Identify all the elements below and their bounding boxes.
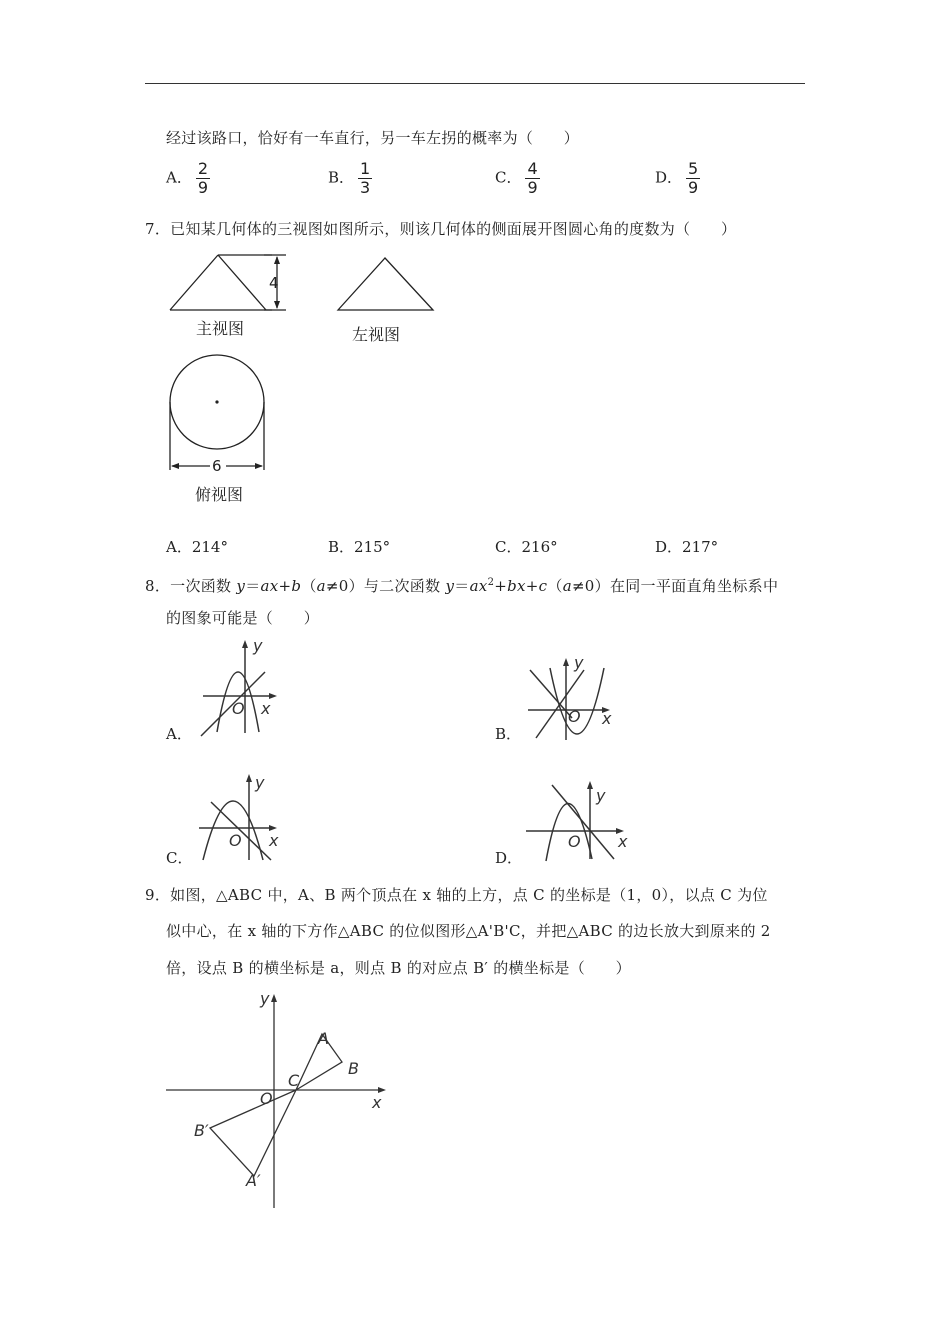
q8-graph-c[interactable] [195, 770, 295, 865]
svg-text:C: C [288, 1071, 300, 1090]
top-view-label: 俯视图 [195, 485, 244, 504]
q8-option-b-label[interactable]: B． [495, 725, 522, 743]
fraction: $\frac{4}{9}$ [527, 159, 538, 197]
q7-stem: 7．已知某几何体的三视图如图所示，则该几何体的侧面展开图圆心角的度数为（ ） [145, 220, 737, 238]
svg-text:B: B [348, 1059, 359, 1078]
svg-text:A′: A′ [246, 1171, 261, 1190]
svg-text:O: O [260, 1089, 273, 1108]
q6-option-a[interactable] [166, 160, 210, 197]
svg-text:x: x [261, 699, 271, 718]
q7-option-b[interactable]: B．215° [328, 538, 391, 556]
q6-option-b[interactable] [328, 160, 372, 197]
svg-text:y: y [255, 773, 265, 792]
front-view-label: 主视图 [196, 319, 245, 338]
svg-text:O: O [568, 832, 581, 851]
svg-text:O: O [568, 707, 581, 726]
option-letter: B． [328, 168, 355, 187]
svg-text:y: y [253, 638, 263, 655]
header-rule [145, 83, 805, 84]
fraction: $\frac{5}{9}$ [688, 159, 699, 197]
q8-graph-a[interactable] [195, 638, 285, 738]
q8-option-c-label[interactable]: C． [166, 849, 193, 867]
option-letter: C． [495, 168, 522, 187]
side-view [338, 258, 433, 310]
svg-text:y: y [260, 989, 270, 1008]
svg-text:x: x [618, 832, 628, 851]
q6-option-c[interactable] [495, 160, 540, 197]
q8-stem-line2: 的图象可能是（ ） [166, 609, 320, 627]
q7-option-c[interactable]: C．216° [495, 538, 558, 556]
q8-option-a-label[interactable]: A． [166, 725, 192, 743]
fraction: $\frac{2}{9}$ [197, 159, 209, 197]
q6-option-d[interactable] [655, 160, 700, 197]
side-view-label: 左视图 [352, 325, 401, 344]
option-letter: D． [655, 168, 683, 187]
top-view [170, 355, 264, 470]
option-letter: A． [166, 168, 192, 187]
q8-graph-b[interactable] [522, 650, 622, 742]
height-dimension: 4 [269, 274, 279, 292]
q9-stem-line3: 倍，设点 B 的横坐标是 a，则点 B 的对应点 B′ 的横坐标是（ ） [166, 959, 631, 977]
svg-text:x: x [372, 1093, 382, 1112]
svg-text:B′: B′ [194, 1121, 209, 1140]
q7-three-views-figure [160, 248, 460, 518]
fraction: $\frac{1}{3}$ [360, 159, 371, 197]
circle-center [215, 400, 218, 403]
width-dimension: 6 [212, 457, 222, 475]
q6-stem-continuation: 经过该路口，恰好有一车直行，另一车左拐的概率为（ ） [166, 129, 580, 147]
svg-text:y: y [574, 653, 584, 672]
q9-stem-line1: 9．如图，△ABC 中，A、B 两个顶点在 x 轴的上方，点 C 的坐标是（1，0），以点 C 为位 [145, 886, 768, 904]
svg-text:x: x [269, 831, 279, 850]
q7-option-d[interactable]: D．217° [655, 538, 719, 556]
q8-stem-line1: 8．一次函数 y＝ax+b（a≠0）与二次函数 $y=ax^2+bx+c(a\ne 0)$在同一平面直角坐标系中 [145, 577, 779, 595]
svg-text:A: A [318, 1029, 329, 1048]
svg-text:O: O [229, 831, 242, 850]
q7-option-a[interactable]: A．214° [166, 538, 228, 556]
svg-text:O: O [232, 699, 245, 718]
q9-stem-line2: 似中心，在 x 轴的下方作△ABC 的位似图形△A'B'C，并把△ABC 的边长放大到原来的 2 [166, 922, 771, 940]
svg-text:y: y [596, 786, 606, 805]
q8-graph-d[interactable] [522, 775, 632, 865]
triangle-a1b1c [210, 1090, 296, 1176]
q9-figure [160, 988, 395, 1210]
q8-option-d-label[interactable]: D． [495, 849, 523, 867]
svg-text:x: x [602, 709, 612, 728]
